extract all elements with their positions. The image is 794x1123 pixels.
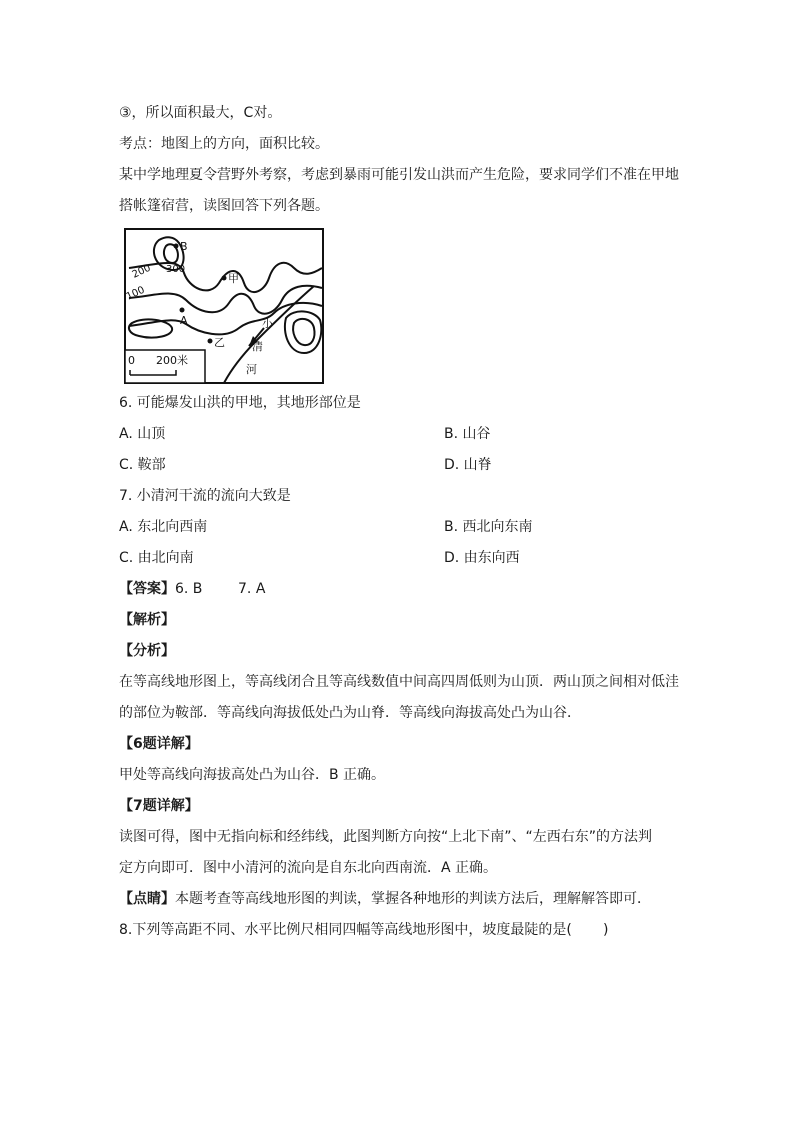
- fenxi-paragraph-line-1: 在等高线地形图上，等高线闭合且等高线数值中间高四周低则为山顶．两山顶之间相对低洼: [119, 674, 679, 690]
- point-A: [180, 308, 185, 313]
- label-yi: 乙: [214, 336, 225, 349]
- label-200: 200: [130, 262, 153, 281]
- q6-option-c: C. 鞍部: [119, 457, 166, 473]
- question-intro-line-2: 搭帐篷宿营，读图回答下列各题。: [119, 198, 329, 214]
- point-B: [174, 244, 179, 249]
- dianjing-label: 【点睛】: [119, 891, 175, 907]
- q7-detail-heading: 【7题详解】: [119, 798, 199, 814]
- contour-map-svg: [124, 228, 324, 384]
- question-8-stem: 8.下列等高距不同、水平比例尺相同四幅等高线地形图中，坡度最陡的是( ): [119, 922, 609, 938]
- q6-detail-body: 甲处等高线向海拔高处凸为山谷．B 正确。: [119, 767, 386, 783]
- label-B: B: [180, 240, 188, 253]
- kaodian-line: 考点：地图上的方向，面积比较。: [119, 136, 329, 152]
- question-6-stem: 6. 可能爆发山洪的甲地，其地形部位是: [119, 395, 361, 411]
- label-jia: 甲: [228, 272, 239, 285]
- contour-map-figure: [124, 228, 324, 384]
- scale-text: 200米: [156, 354, 188, 367]
- q6-option-d: D. 山脊: [444, 457, 492, 473]
- q7-option-d: D. 由东向西: [444, 550, 520, 566]
- question-intro-line-1: 某中学地理夏令营野外考察，考虑到暴雨可能引发山洪而产生危险，要求同学们不准在甲地: [119, 167, 679, 183]
- question-7-stem: 7. 小清河干流的流向大致是: [119, 488, 291, 504]
- dianjing-line: [119, 889, 651, 909]
- answer-line: [119, 579, 265, 599]
- q6-detail-heading: 【6题详解】: [119, 736, 199, 752]
- q7-detail-line-2: 定方向即可．图中小清河的流向是自东北向西南流．A 正确。: [119, 860, 498, 876]
- dianjing-text: 本题考查等高线地形图的判读，掌握各种地形的判读方法后，理解解答即可．: [175, 891, 651, 907]
- label-river-qing: 清: [252, 340, 263, 353]
- point-jia: [222, 276, 227, 281]
- q7-option-b: B. 西北向东南: [444, 519, 533, 535]
- q7-option-c: C. 由北向南: [119, 550, 194, 566]
- text-line: ③，所以面积最大，C对。: [119, 105, 282, 121]
- label-river-he: 河: [246, 363, 257, 376]
- q6-option-a: A. 山顶: [119, 426, 166, 442]
- label-300: 300: [166, 264, 186, 275]
- answer-text: 6. B 7. A: [175, 581, 266, 597]
- scale-zero: 0: [128, 354, 135, 367]
- q7-option-a: A. 东北向西南: [119, 519, 208, 535]
- answer-label: 【答案】: [119, 581, 175, 597]
- fenxi-heading: 【分析】: [119, 643, 175, 659]
- q7-detail-line-1: 读图可得，图中无指向标和经纬线，此图判断方向按“上北下南”、“左西右东”的方法判: [119, 829, 653, 845]
- label-river-xiao: 小: [262, 317, 273, 330]
- label-100: 100: [124, 284, 147, 303]
- jiexi-heading: 【解析】: [119, 612, 175, 628]
- label-A: A: [180, 314, 188, 327]
- fenxi-paragraph-line-2: 的部位为鞍部．等高线向海拔低处凸为山脊．等高线向海拔高处凸为山谷．: [119, 705, 581, 721]
- q6-option-b: B. 山谷: [444, 426, 491, 442]
- point-yi: [208, 339, 213, 344]
